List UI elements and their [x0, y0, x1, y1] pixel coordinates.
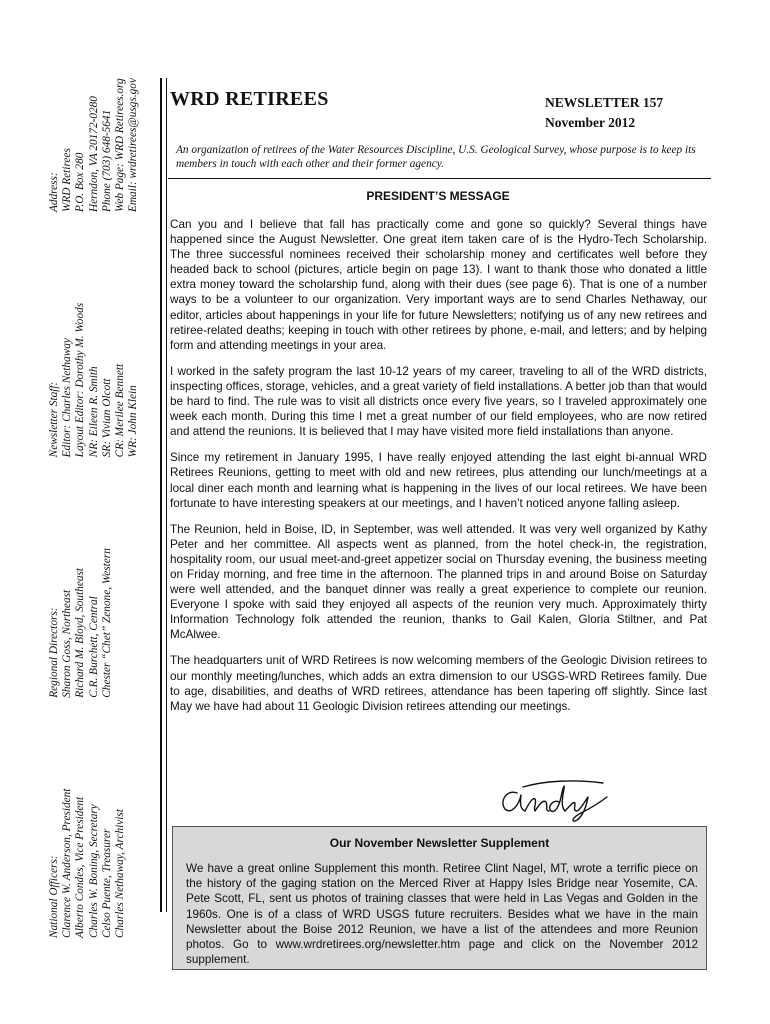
officer-line: Charles Nethaway, Archivist [113, 809, 126, 938]
address-heading: Address: [48, 172, 60, 213]
presidents-message-heading: PRESIDENT’S MESSAGE [366, 189, 510, 203]
newsletter-staff-heading: Newsletter Staff: [48, 381, 60, 458]
message-paragraph: The Reunion, held in Boise, ID, in September, was well attended. It was very well organized by Kathy Peter and her committee. All aspects went as planned, from the hotel check-in, the registration, hospitality room, our usual meet-and-greet appetizer social on Thursday evening, the business meeting on Friday morning, and free time in the afternoon. The planned trips in and around Boise on Saturday were well attended, and the banquet dinner was really a great experience to complete our reunion. Everyone I spoke with said they enjoyed all aspects of the reunion very much. Approximately thirty Information Technology folk attended the reunion, thanks to Gail Kalen, Gloria Stiltner, and Pat McAlwee. [170, 522, 707, 642]
staff-line: SR: Vivian Olcott [100, 378, 113, 458]
director-line: Chester “Chet” Zenone, Western [100, 548, 113, 698]
officer-line: Charles W. Boning, Secretary [87, 804, 100, 938]
newsletter-staff-block [48, 303, 164, 458]
organization-tagline: An organization of retirees of the Water Resources Discipline, U.S. Geological Survey, whose purpose is to keep its members in touch with each other and their former agency. [176, 144, 696, 170]
director-line: C.R. Burchett, Central [87, 596, 100, 698]
masthead-sidebar [48, 78, 164, 938]
presidents-message-body [170, 217, 707, 725]
address-line: Herndon, VA 20172-0280 [87, 96, 100, 213]
vertical-rule-thick [160, 78, 162, 912]
director-line: Richard M. Bloyd, Southeast [74, 567, 87, 698]
officer-line: Clarence W. Anderson, President [61, 788, 74, 938]
staff-line: Layout Editor: Dorothy M. Woods [74, 302, 87, 458]
national-officers-heading: National Officers: [48, 855, 60, 938]
address-line: Phone (703) 648-5641 [100, 109, 113, 213]
vertical-rule-thin [166, 78, 167, 912]
officer-line: Celso Puente, Treasurer [100, 828, 113, 938]
regional-directors-block [48, 548, 164, 698]
web-page-link[interactable]: Web Page: WRD Retirees.org [113, 78, 126, 213]
newsletter-title: WRD RETIREES [170, 88, 329, 110]
staff-line: WR: John Klein [127, 385, 140, 458]
president-signature [493, 775, 613, 823]
address-line: P.O. Box 280 [74, 152, 87, 213]
staff-line: Editor: Charles Nethaway [61, 338, 74, 458]
message-paragraph: The headquarters unit of WRD Retirees is now welcoming members of the Geologic Division retirees to our monthly meeting/lunches, which adds an extra dimension to our USGS-WRD Retirees family. Due to age, disabilities, and deaths of WRD retirees, attendance has been tapering off slightly. Since last May we have had about 11 Geologic Division retirees attending our meetings. [170, 654, 707, 713]
national-officers-block [48, 789, 164, 938]
email-link[interactable]: Email: wrdretirees@usgs.gov [127, 78, 140, 213]
address-line: WRD Retirees [61, 148, 74, 213]
regional-directors-heading: Regional Directors: [48, 607, 60, 698]
newsletter-date: November 2012 [545, 115, 636, 130]
supplement-text: We have a great online Supplement this month. Retiree Clint Nagel, MT, wrote a terrific piece on the history of the gaging station on the Merced River at Happy Isles Bridge near Yosemite, CA. Pete Scott, FL, sent us photos of training classes that were held in Las Vegas and Golden in the 1960s. One is of a class of WRD USGS future recruiters. Besides what we have in the main Newsletter about the Boise 2012 Reunion, we have a list of the attendees and more Reunion photos. Go to www.wrdretirees.org/newsletter.htm page and click on the November 2012 supplement. [186, 862, 698, 967]
message-paragraph: Can you and I believe that fall has practically come and gone so quickly? Several things have happened since the August Newsletter. One great item taken care of is the Hydro-Tech Scholarship. The three successful nominees received their scholarship money and certificates well before they headed back to school (pictures, article begin on page 13). I want to thank those who donated a little extra money toward the scholarship fund, along with their dues (see page 6). That is one of a number ways to be a volunteer to our organization. Very important ways are to send Charles Nethaway, our editor, articles about happenings in your life for future Newsletters; notifying us of any new retirees and retiree-related deaths; keeping in touch with other retirees by phone, e-mail, and letters; and by helping form and attending meetings in your area. [170, 218, 707, 352]
address-block [48, 78, 164, 212]
officer-line: Alberto Condes, Vice President [74, 796, 87, 938]
staff-line: NR: Eileen R. Smith [87, 366, 100, 458]
newsletter-number: NEWSLETTER 157 [545, 95, 664, 110]
message-paragraph: Since my retirement in January 1995, I have really enjoyed attending the last eight bi-annual WRD Retirees Reunions, getting to meet with old and new retirees, plus attending our lunch/meetings at a local diner each month and learning what is happening in the lives of our local retirees. We have been fortunate to have interesting speakers at our meetings, and I haven’t noticed anyone falling asleep. [170, 451, 707, 510]
supplement-title: Our November Newsletter Supplement [329, 836, 550, 850]
supplement-box [172, 826, 707, 970]
horizontal-rule [168, 178, 711, 179]
director-line: Sharon Goss, Northeast [61, 589, 74, 698]
message-paragraph: I worked in the safety program the last 10-12 years of my career, traveling to all of the WRD districts, inspecting offices, storage, vehicles, and a great variety of field installations. A better job than that would be hard to find. The rule was to visit all districts once every five years, so I traveled approximately one week each month. During this time I met a great number of our field employees, who are now retired and attend the reunions. It is believed that I may have visited more field installations than anyone. [170, 364, 707, 439]
staff-line: CR: Merilee Bennett [113, 363, 126, 458]
